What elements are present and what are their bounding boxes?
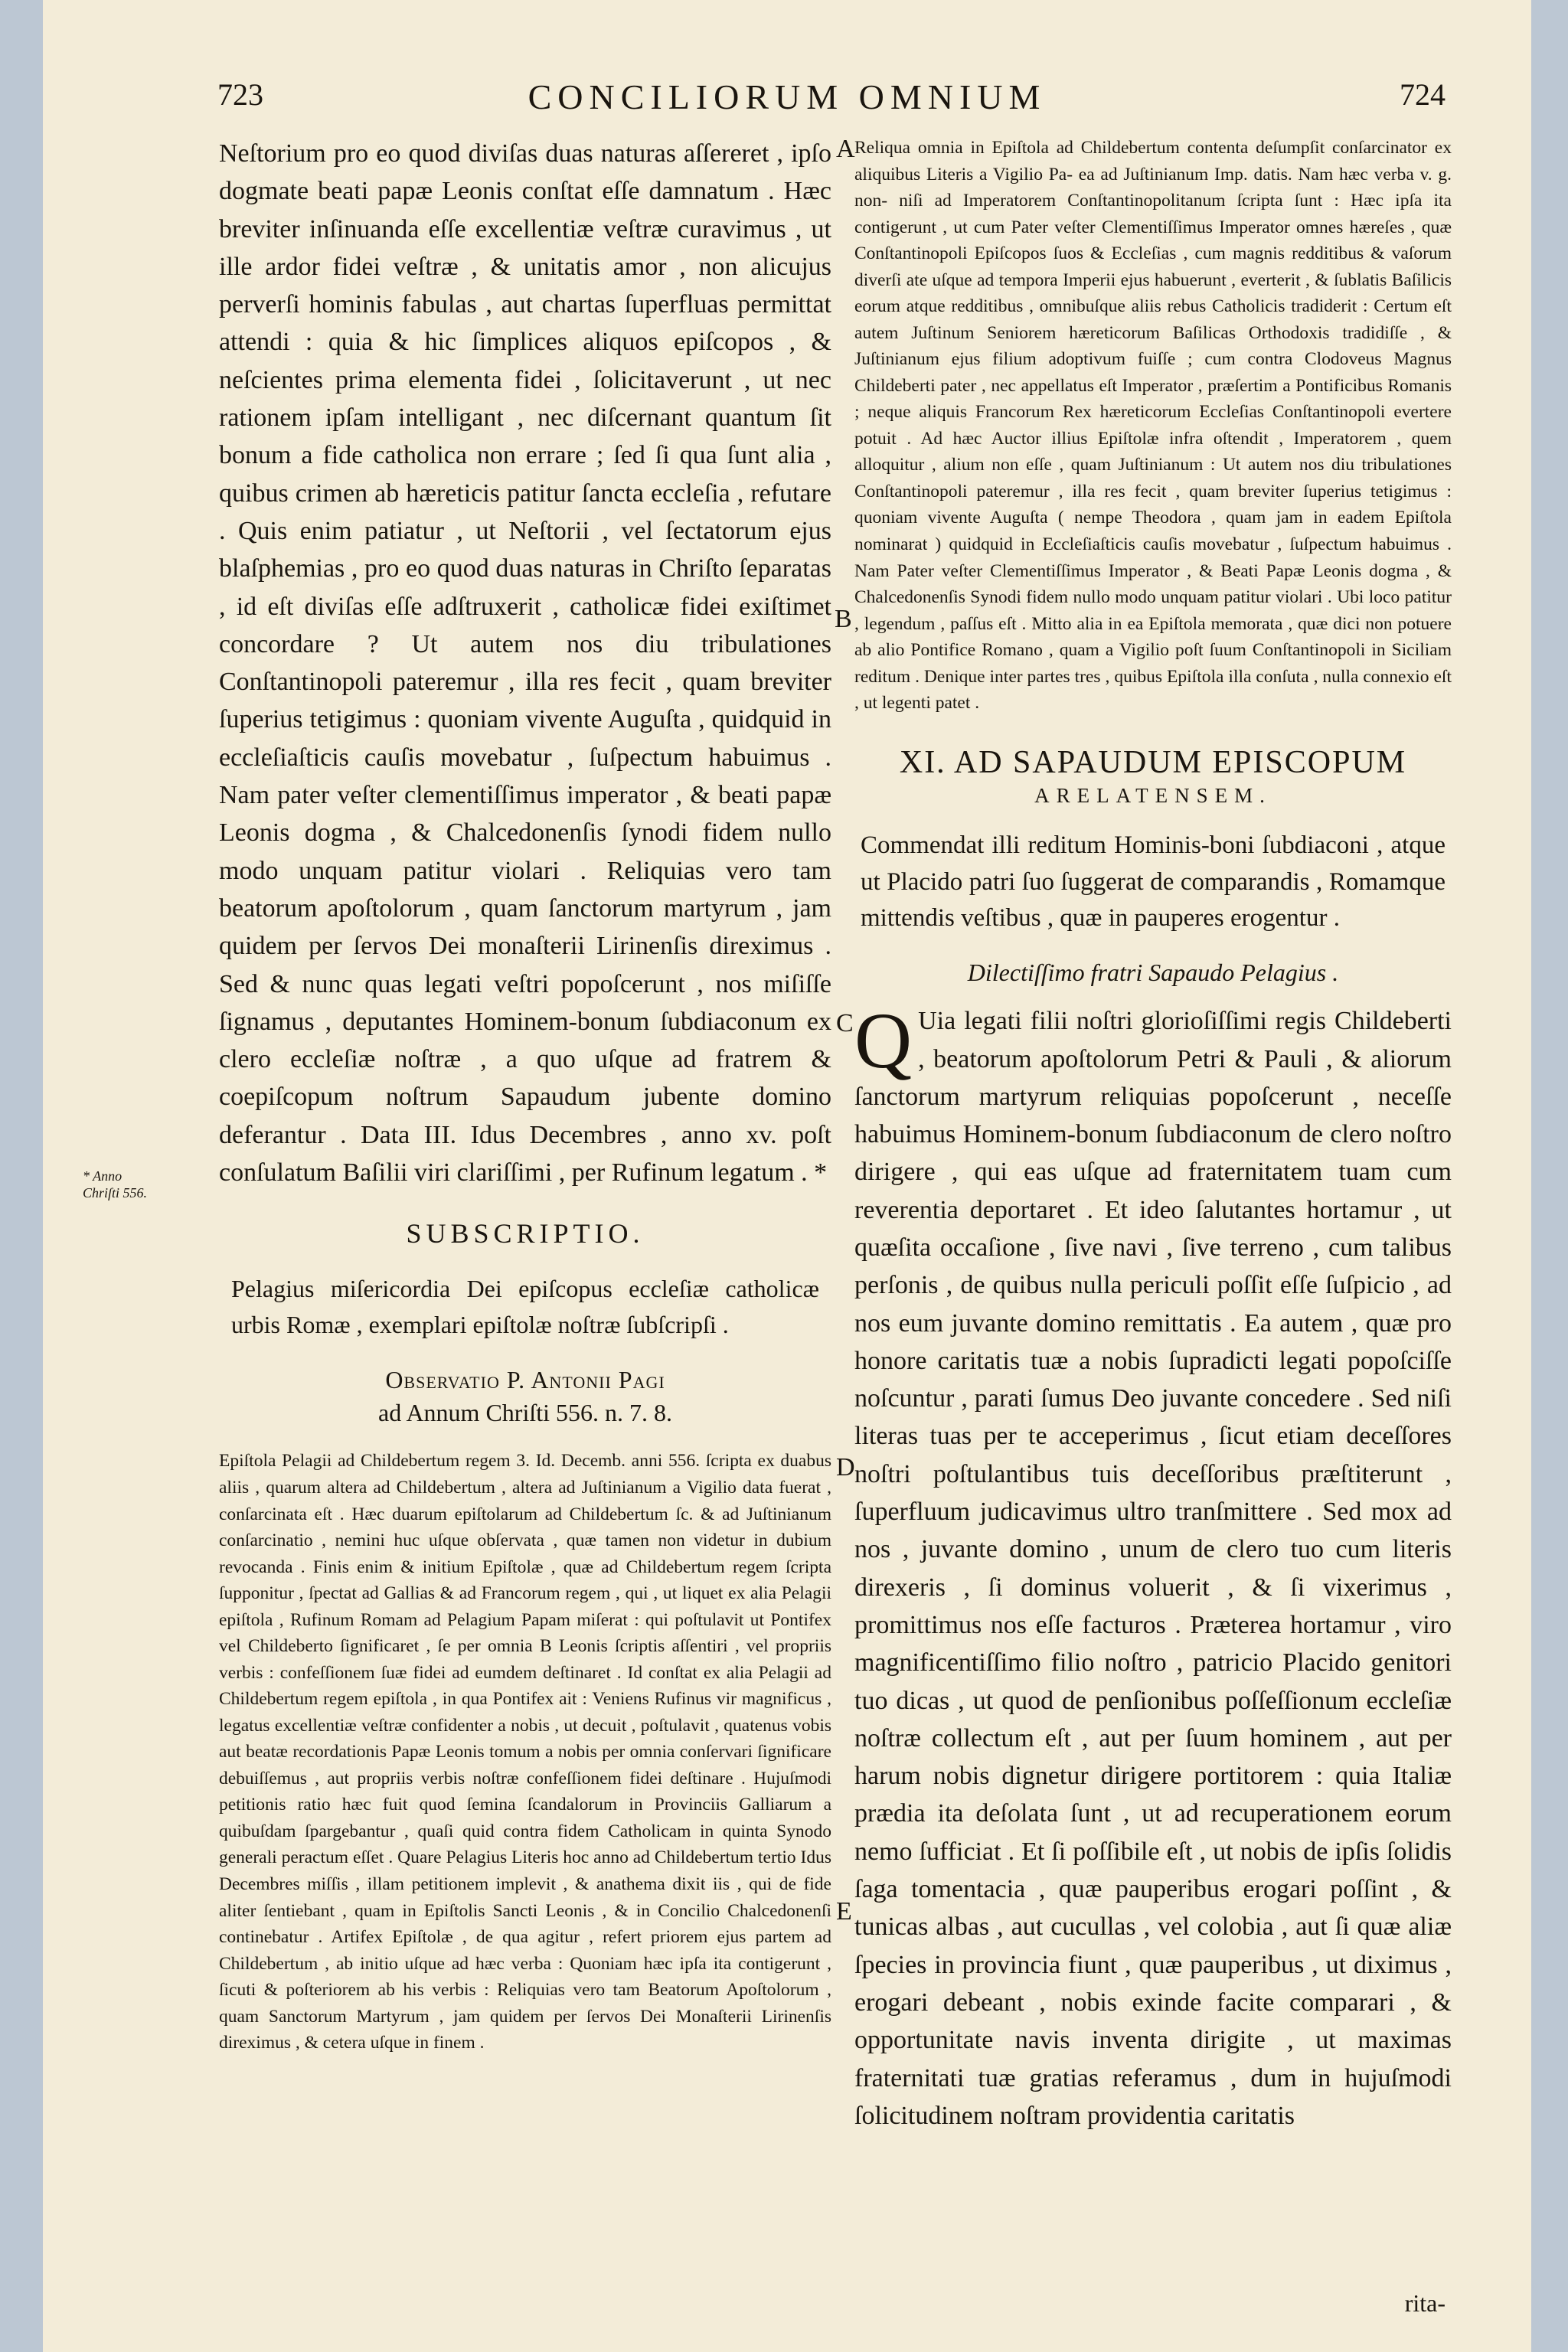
letter-continuation-text: Neſtorium pro eo quod diviſas duas naturas aſſereret , ipſo dogmate beati papæ Leonis conſtat eſſe damnatum . Hæc breviter inſinuanda eſſe excellentiæ veſtræ curavimus , ut ille ardor fidei veſtræ , & unitatis amor , non alicujus perverſi hominis fabulas , aut chartas ſuperfluas permittat attendi : quia & hic ſimplices aliquos epiſcopos , & neſcientes prima elementa fidei , ſolicitaverunt , ut nec rationem ipſam intelligant , nec diſcernant quantum ſit bonum a fide catholica non errare ; ſed ſi qua ſunt alia , quibus crimen ab hæreticis patitur ſancta eccleſia , refutare . Quis enim patiatur , ut Neſtorii , vel ſectatorum ejus blaſphemias , pro eo quod duas naturas in Chriſto ſeparatas , id eſt diviſas eſſe adſtruxerit , catholicæ fidei exiſtimet concordare ? Ut autem nos diu tribulationes Conſtantinopoli pateremur , illa res fecit , quam breviter ſuperius tetigimus : quoniam vivente Auguſta , quidquid in eccleſiaſticis cauſis movebatur , ſuſpectum habuimus . Nam pater veſter clementiſſimus imperator , & beati papæ Leonis dogma , & Chalcedonenſis ſynodi fidem nullo modo unquam patitur violari . Reliquias vero tam beatorum apoſtolorum , quam ſanctorum martyrum , jam quidem per ſervos Dei monaſterii Lirinenſis direximus . Sed & nunc quas legati veſtri popoſcerunt , nos miſiſſe ſignamus , deputantes Hominem-bonum ſubdiaconum ex clero eccleſiæ noſtræ , a quo uſque ad fratrem & coepiſcopum noſtrum Sapaudum jubente domino deferantur . Data III. Idus Decembres , anno xv. poſt conſulatum Baſilii viri clariſſimi , per Rufinum legatum . * xyxy=(219,139,831,1187)
page xyxy=(43,0,1531,2352)
observatio-heading xyxy=(219,1364,831,1429)
margin-letter-d: D xyxy=(836,1453,855,1481)
observatio-continuation-text: Reliqua omnia in Epiſtola ad Childebertum contenta deſumpſit conſarcinator ex aliquibus Literis a Vigilio Pa- ea ad Juſtinianum Imp. datis. Nam hæc verba v. g. non- niſi ad Imperatorem Conſtantinopolitanum ſcripta ſunt : Hæc ipſa ita contigerunt , ut cum Pater veſter Clementiſſimus Imperator omnes hæreſes , quæ Conſtantinopoli Epiſcopos ſuos & Eccleſias , cum magnis redditibus & vaſorum diverſi ate uſque ad tempora Imperii ejus habuerunt , everterit , & ſublatis Baſilicis eorum atque redditibus , omnibuſque aliis rebus Catholicis tradiderit : Certum eſt autem Juſtinum Seniorem hæreticorum Baſilicas Orthodoxis tradidiſſe , & Juſtinianum ejus filium adoptivum fuiſſe ; cum contra Clodoveus Magnus Childeberti pater , nec appellatus eſt Imperator , præſertim a Pontificibus Romanis ; neque aliquis Francorum Rex hæreticorum Eccleſias Conſtantinopoli evertere potuit . Ad hæc Auctor illius Epiſtolæ infra oſtendit , Imperatorem , quem alloquitur , alium non eſſe , quam Juſtinianum : Ut autem nos diu tribulationes Conſtantinopoli pateremur , illa res fecit , quam breviter ſuperius tetigimus : quoniam vivente Auguſta ( nempe Theodora , quam jam in eadem Epiſtola nominarat ) quidquid in Eccleſiaſticis cauſis movebatur , ſuſpectum habuimus . Nam Pater veſter Clementiſſimus Imperator , & Beati Papæ Leonis dogma , & Chalcedonenſis Synodi fidem nullo modo unquam patitur violari . Ubi loco patitur , legendum , paſſus eſt . Mitto alia in ea Epiſtola memorata , quæ dici non potuere ab alio Pontifice Romano , quam a Vigilio poſt ſuum Conſtantinopoli in Siciliam reditum . Denique inter partes tres , quibus Epiſtola illa conſuta , nulla connexio eſt , ut legenti patet . xyxy=(854,138,1452,714)
margin-note-year: * Anno Chriſti 556. xyxy=(83,1168,148,1200)
margin-letter-c: C xyxy=(836,1009,854,1037)
margin-letter-e: E xyxy=(836,1897,852,1926)
observatio-reference: ad Annum Chriſti 556. n. 7. 8. xyxy=(378,1399,672,1427)
subscriptio-heading: SUBSCRIPTIO. xyxy=(406,1218,645,1250)
left-column xyxy=(219,135,831,2056)
observatio-title: Observatio P. Antonii Pagi xyxy=(385,1366,665,1394)
margin-letter-b: B xyxy=(835,605,852,633)
letter-body xyxy=(854,997,1452,2135)
drop-cap: Q xyxy=(854,997,913,1086)
catchword: rita- xyxy=(1404,2289,1446,2317)
observatio-text: Epiſtola Pelagii ad Childebertum regem 3. Id. Decemb. anni 556. ſcripta ex duabus aliis , quarum altera ad Childebertum , altera ad Juſtinianum a Vigilio data fuerat , conſarcinata eſt . Hæc duarum epiſtolarum ad Childebertum ſc. & ad Juſtinianum conſarcinatio , nemini huc uſque obſervata , quæ tamen non videtur in dubium revocanda . Finis enim & initium Epiſtolæ , quæ ad Childebertum regem ſcripta ſupponitur , ſpectat ad Gallias & ad Francorum regem , qui , ut liquet ex alia Pelagii epiſtola , Rufinum Romam ad Pelagium Papam miſerat : qui poſtulavit ut Pontifex vel Childeberto ſignificaret , ſe per omnia B Leonis ſcriptis aſſentiri , vel propriis verbis : confeſſionem ſuæ fidei ad eumdem deſtinaret . Id conſtat ex alia Pelagii ad Childebertum regem epiſtola , in qua Pontifex ait : Veniens Rufinus vir magnificus , legatus excellentiæ veſtræ confidenter a nobis , ut decuit , poſtulavit , quatenus vobis aut beatæ recordationis Papæ Leonis tomum a nobis per omnia conſervari ſignificare debuiſſemus , aut propriis verbis noſtræ confeſſionem fidei deſtinare . Hujuſmodi petitionis ratio hæc fuit quod ſemina ſcandalorum in Provinciis Galliarum a quibuſdam ſpargebantur , quaſi quid contra fidem Catholicam in quinta Synodo generali peractum eſſet . Quare Pelagius Literis hoc anno ad Childebertum tertio Idus Decembres miſſis , illam petitionem implevit , & anathema dixit iis , qui de fide aliter ſentiebant , quam in Epiſtolis Sancti Leonis , & in Concilio Chalcedonenſi continebatur . Artifex Epiſtolæ , de qua agitur , refert priorem ejus partem ad Childebertum , ab initio uſque ad hæc verba : Quoniam hæc ipſa ita contigerunt , ſicuti & poſteriorem ab his verbis : Reliquias vero tam Beatorum Apoſtolorum , quam Sanctorum Martyrum , jam quidem per ſervos Dei Monaſterii Lirinenſis direximus , & cetera uſque in finem . xyxy=(219,1451,831,2053)
page-number-right: 724 xyxy=(1400,77,1446,112)
section-subtitle: ARELATENSEM. xyxy=(1034,783,1272,807)
running-title: CONCILIORUM OMNIUM xyxy=(528,77,1047,116)
letter-argument: Commendat illi reditum Hominis-boni ſubdiaconi , atque ut Placido patri ſuo ſuggerat de comparandis , Romamque mittendis veſtibus , quæ in pauperes erogentur . xyxy=(861,831,1446,933)
section-title: XI. AD SAPAUDUM EPISCOPUM xyxy=(899,744,1407,780)
margin-letter-a: A xyxy=(836,135,855,163)
page-header xyxy=(43,77,1531,130)
letter-salutation: Dilectiſſimo fratri Sapaudo Pelagius . xyxy=(967,959,1339,987)
right-column xyxy=(854,135,1452,2135)
subscriptio-text: Pelagius miſericordia Dei epiſcopus eccleſiæ catholicæ urbis Romæ , exemplari epiſtolæ noſtræ ſubſcripſi . xyxy=(231,1275,819,1338)
letter-body-text: Uia legati filii noſtri glorioſiſſimi regis Childeberti , beatorum apoſtolorum Petri & Pauli , & aliorum ſanctorum martyrum reliquias popoſcerunt , neceſſe habuimus Hominem-bonum ſubdiaconum de clero noſtro dirigere , qui eas uſque ad fraternitatem tuam cum reverentia deportaret . Et ideo ſalutantes hortamur , ut quæſita occaſione , ſive navi , ſive terreno , cum talibus perſonis , de quibus nulla periculi poſſit eſſe ſuſpicio , ad nos eum juvante domino remittatis . Ea autem , quæ pro honore caritatis tuæ a nobis ſupradicti legati popoſciſſe noſcuntur , parati ſumus Deo juvante concedere . Sed niſi literas tuas per te acceperimus , ſicut etiam deceſſores noſtri poſtulantibus tuis deceſſoribus præſtiterunt , ſuperfluum judicavimus ultro tranſmittere . Sed mox ad nos , juvante domino , unum de clero tuo cum literis direxeris , ſi dominus voluerit , & ſi vixerimus , promittimus nos eſſe facturos . Præterea hortamur , viro magnificentiſſimo filio noſtro , patricio Placido genitori tuo dicas , ut quod de penſionibus poſſeſſionum eccleſiæ noſtræ collectum eſt , aut per ſuum hominem , aut per harum nobis dignetur dirigere portitorem : quia Italiæ prædia ita deſolata ſunt , ut ad recuperationem eorum nemo ſufficiat . Et ſi poſſibile eſt , ut nobis de ipſis ſolidis ſaga tomentacia , quæ pauperibus erogari poſſint , & tunicas albas , aut cucullas , vel colobia , aut ſi quæ aliæ ſpecies in provincia fiunt , quæ pauperibus , ut diximus , erogari debeant , nobis exinde facite comparari , & opportunitate navis inventa dirigite , ut maximas fraternitati tuæ gratias referamus , dum in hujuſmodi ſolicitudinem noſtram providentia caritatis xyxy=(854,1007,1452,2130)
page-number-left: 723 xyxy=(217,77,263,112)
